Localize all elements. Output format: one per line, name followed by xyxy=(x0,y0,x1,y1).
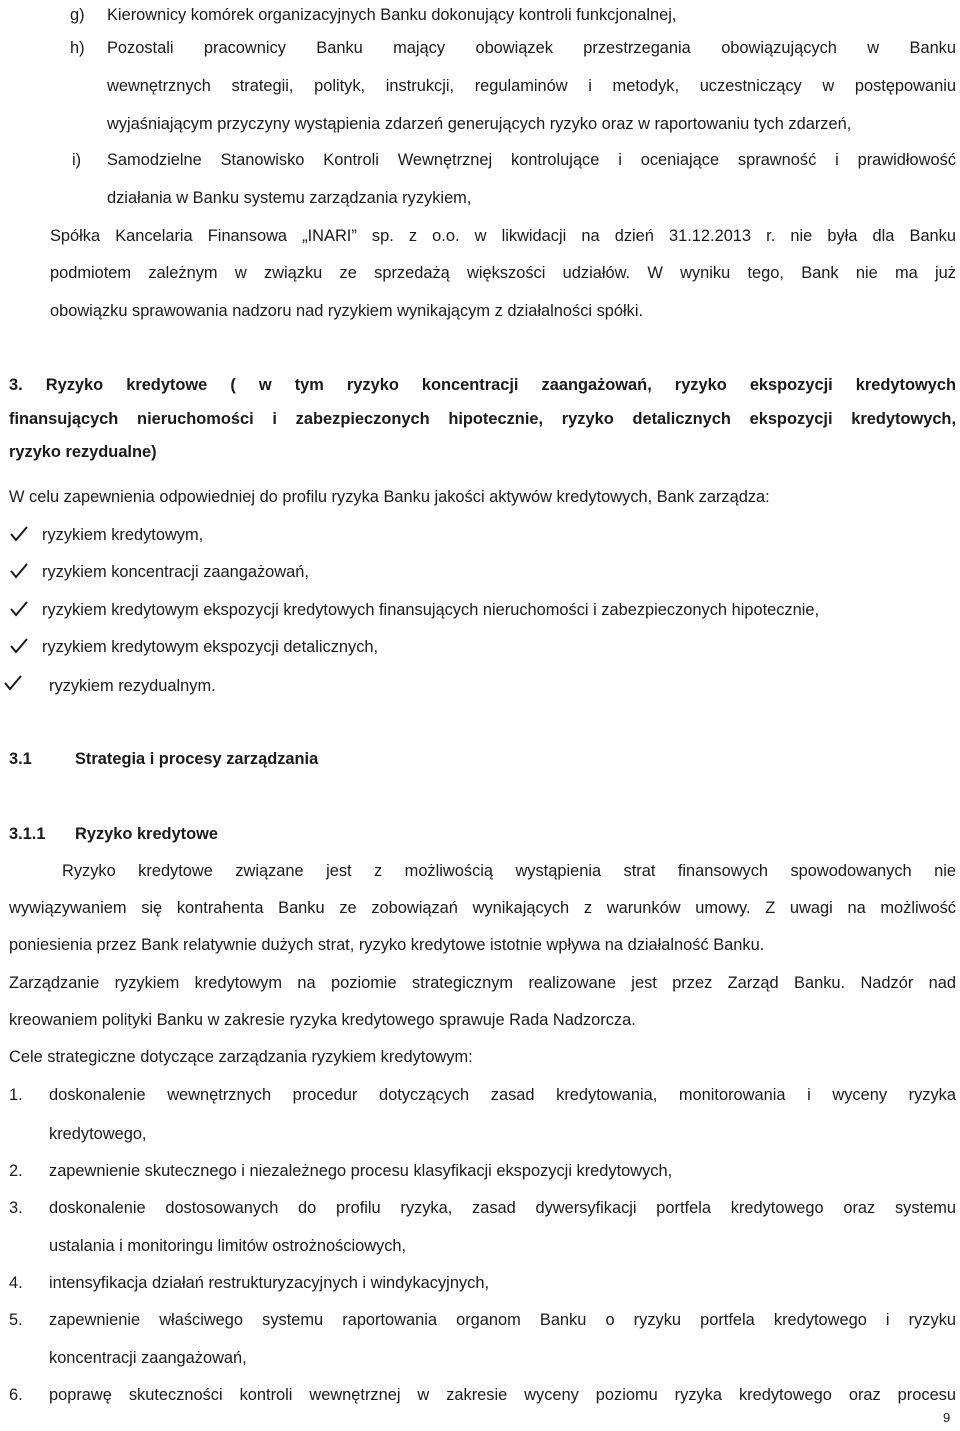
goal-item-line1: doskonalenie dostosowanych do profilu ryzyka, zasad dywersyfikacji portfela kredytowego oraz systemu xyxy=(49,1199,956,1217)
list-item-h-line2: wewnętrznych strategii, polityk, instrukcji, regulaminów i metodyk, uczestniczący w postępowaniu xyxy=(107,77,956,95)
section311-p1-line2: wywiązywaniem się kontrahenta Banku ze zobowiązań wynikających z warunków umowy. Z uwagi na możliwość xyxy=(9,899,956,917)
goal-number: 3. xyxy=(9,1199,23,1217)
goal-number: 2. xyxy=(9,1162,23,1180)
goal-item-line1: zapewnienie skutecznego i niezależnego procesu klasyfikacji ekspozycji kredytowych, xyxy=(49,1162,673,1180)
section311-title: Ryzyko kredytowe xyxy=(75,825,219,843)
goal-number: 1. xyxy=(9,1086,23,1104)
goal-item-line2: kredytowego, xyxy=(49,1125,147,1143)
list-marker-i: i) xyxy=(72,151,82,169)
check-icon xyxy=(9,524,31,544)
check-icon xyxy=(9,561,31,581)
section3-heading-line2: finansujących nieruchomości i zabezpieczonych hipotecznie, ryzyko detalicznych ekspozycji kredytowych, xyxy=(9,410,956,428)
goal-number: 4. xyxy=(9,1274,23,1292)
list-item-i-line1: Samodzielne Stanowisko Kontroli Wewnętrznej kontrolujące i oceniające sprawność i prawidłowość xyxy=(107,151,956,169)
goal-item-line2: koncentracji zaangażowań, xyxy=(49,1349,247,1367)
checklist-item: ryzykiem rezydualnym. xyxy=(49,677,216,695)
checklist-item: ryzykiem kredytowym ekspozycji detalicznych, xyxy=(42,638,379,656)
list-item-g: Kierownicy komórek organizacyjnych Banku dokonujący kontroli funkcjonalnej, xyxy=(107,6,677,24)
section311-p1-line3: poniesienia przez Bank relatywnie dużych strat, ryzyko kredytowe istotnie wpływa na działalność Banku. xyxy=(9,936,765,954)
checklist-item: ryzykiem koncentracji zaangażowań, xyxy=(42,563,309,581)
section31-title: Strategia i procesy zarządzania xyxy=(75,750,319,768)
goal-item-line2: ustalania i monitoringu limitów ostrożnościowych, xyxy=(49,1237,407,1255)
goal-number: 5. xyxy=(9,1311,23,1329)
section3-heading-line1: 3. Ryzyko kredytowe ( w tym ryzyko koncentracji zaangażowań, ryzyko ekspozycji kredytowych xyxy=(9,376,956,394)
check-icon xyxy=(9,636,31,656)
goal-item-line1: zapewnienie właściwego systemu raportowania organom Banku o ryzyku portfela kredytowego i ryzyku xyxy=(49,1311,956,1329)
checklist-item: ryzykiem kredytowym ekspozycji kredytowych finansujących nieruchomości i zabezpieczonych hipotecznie, xyxy=(42,601,820,619)
goal-item-line1: doskonalenie wewnętrznych procedur dotyczących zasad kredytowania, monitorowania i wyceny ryzyka xyxy=(49,1086,956,1104)
section311-number: 3.1.1 xyxy=(9,825,46,843)
section3-heading-line3: ryzyko rezydualne) xyxy=(9,443,157,461)
section311-p1-line1: Ryzyko kredytowe związane jest z możliwością wystąpienia strat finansowych spowodowanych nie xyxy=(62,862,956,880)
section311-p2-line2: kreowaniem polityki Banku w zakresie ryzyka kredytowego sprawuje Rada Nadzorcza. xyxy=(9,1011,636,1029)
checklist-item: ryzykiem kredytowym, xyxy=(42,526,204,544)
inari-paragraph-line1: Spółka Kancelaria Finansowa „INARI” sp. z o.o. w likwidacji na dzień 31.12.2013 r. nie była dla Banku xyxy=(50,227,956,245)
section31-number: 3.1 xyxy=(9,750,32,768)
list-item-h-line3: wyjaśniającym przyczyny wystąpienia zdarzeń generujących ryzyko oraz w raportowaniu tych zdarzeń, xyxy=(107,115,852,133)
check-icon xyxy=(9,599,31,619)
section311-p2-line1: Zarządzanie ryzykiem kredytowym na poziomie strategicznym realizowane jest przez Zarząd Banku. Nadzór nad xyxy=(9,974,956,992)
list-item-i-line2: działania w Banku systemu zarządzania ryzykiem, xyxy=(107,189,472,207)
check-icon xyxy=(3,673,25,693)
goal-number: 6. xyxy=(9,1386,23,1404)
list-marker-h: h) xyxy=(70,39,85,57)
inari-paragraph-line3: obowiązku sprawowania nadzoru nad ryzykiem wynikającym z działalności spółki. xyxy=(50,302,644,320)
goal-item-line1: poprawę skuteczności kontroli wewnętrznej w zakresie wyceny poziomu ryzyka kredytowego oraz procesu xyxy=(49,1386,956,1404)
section3-intro: W celu zapewnienia odpowiedniej do profilu ryzyka Banku jakości aktywów kredytowych, Bank zarządza: xyxy=(9,488,770,506)
list-item-h-line1: Pozostali pracownicy Banku mający obowiązek przestrzegania obowiązujących w Banku xyxy=(107,39,956,57)
goal-item-line1: intensyfikacja działań restrukturyzacyjnych i windykacyjnych, xyxy=(49,1274,489,1292)
page-number: 9 xyxy=(943,1410,951,1425)
list-marker-g: g) xyxy=(70,6,85,24)
inari-paragraph-line2: podmiotem zależnym w związku ze sprzedażą większości udziałów. W wyniku tego, Bank nie ma już xyxy=(50,264,956,282)
section311-goals-intro: Cele strategiczne dotyczące zarządzania ryzykiem kredytowym: xyxy=(9,1048,473,1066)
